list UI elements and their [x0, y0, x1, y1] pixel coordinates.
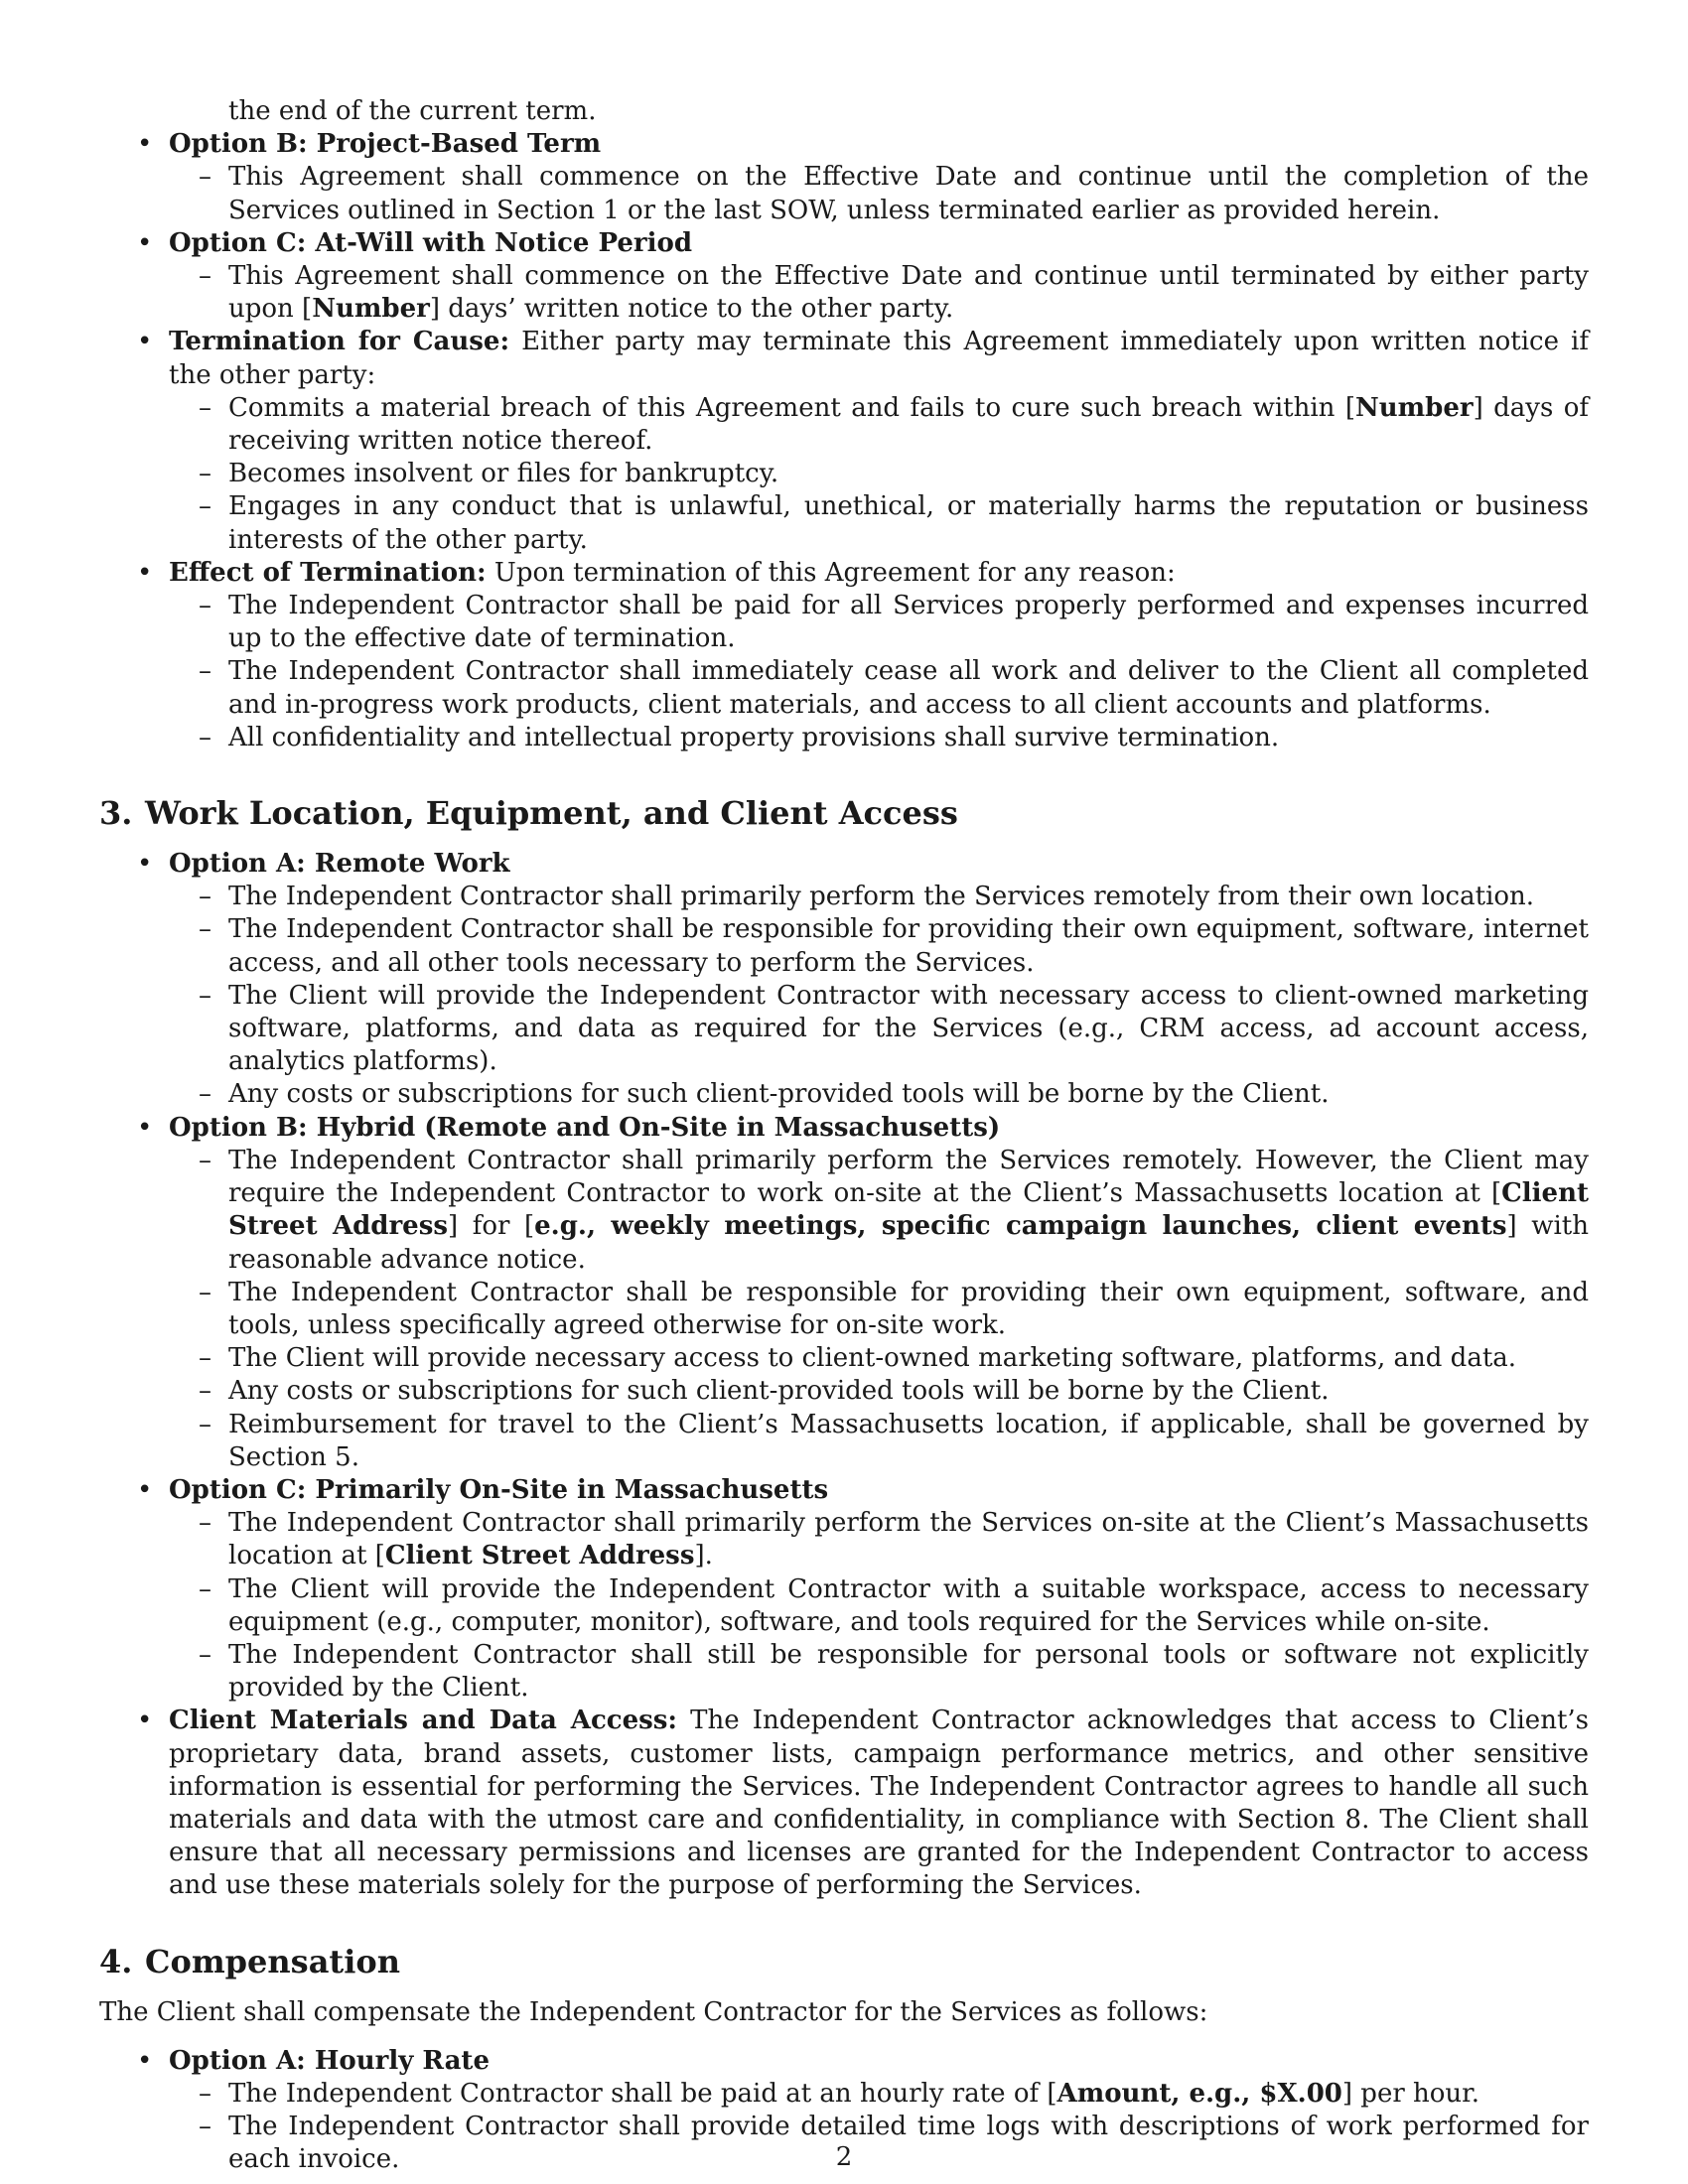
option-b-project-term: [99, 128, 1589, 227]
option-c-on-site: [99, 1474, 1589, 1705]
option-b-hybrid: [99, 1112, 1589, 1474]
text-segment: The Independent Contractor shall primarily perform the Services remotely. However, the Client may require the Independent Contractor to work on-site at the Client’s Massachusetts location at [: [228, 1145, 1589, 1209]
cause-title: Termination for Cause:: [169, 327, 510, 357]
list-item: – All confidentiality and intellectual property provisions shall survive termination.: [169, 722, 1589, 754]
text-segment: Commits a material breach of this Agreement and fails to cure such breach within [: [228, 392, 1355, 423]
list-item: – The Independent Contractor shall primarily perform the Services remotely from their own location.: [169, 881, 1589, 913]
effect-text: Upon termination of this Agreement for any reason:: [486, 557, 1176, 588]
placeholder-examples: e.g., weekly meetings, specific campaign launches, client events: [534, 1211, 1507, 1242]
text-segment: ] per hour.: [1341, 2078, 1480, 2109]
section-2-list: [99, 128, 1589, 754]
list-item: – The Independent Contractor shall still be responsible for personal tools or software not explicitly provided by the Client.: [169, 1639, 1589, 1705]
option-c-title: • Option C: Primarily On-Site in Massachusetts: [169, 1474, 829, 1505]
list-item: – Becomes insolvent or files for bankruptcy.: [169, 458, 1589, 490]
list-item: – The Independent Contractor shall be paid for all Services properly performed and expenses incurred up to the effective date of termination.: [169, 590, 1589, 655]
option-a-sublist: [169, 881, 1589, 1111]
list-item: – Reimbursement for travel to the Client’s Massachusetts location, if applicable, shall be governed by Section 5.: [169, 1409, 1589, 1474]
section-number: 3.: [99, 794, 133, 833]
list-item: – The Independent Contractor shall be responsible for providing their own equipment, software, and tools, unless specifically agreed otherwise for on-site work.: [169, 1277, 1589, 1342]
section-3-heading: [99, 794, 1589, 832]
cause-text: Either party may terminate this Agreement immediately upon written notice if the other party:: [169, 327, 1589, 390]
list-item: – Any costs or subscriptions for such client-provided tools will be borne by the Client.: [169, 1078, 1589, 1111]
list-item: – The Client will provide the Independent Contractor with necessary access to client-owned marketing software, platforms, and data as required for the Services (e.g., CRM access, ad account access, analytics platforms).: [169, 980, 1589, 1079]
list-item: – Any costs or subscriptions for such client-provided tools will be borne by the Client.: [169, 1375, 1589, 1408]
document-page: [99, 95, 1589, 2177]
list-item: – The Client will provide necessary access to client-owned marketing software, platforms, and data.: [169, 1342, 1589, 1375]
materials-title: Client Materials and Data Access:: [169, 1706, 678, 1736]
list-item: – The Client will provide the Independent Contractor with a suitable workspace, access to necessary equipment (e.g., computer, monitor), software, and tools required for the Services while on-site.: [169, 1573, 1589, 1639]
text-segment: ] days’ written notice to the other party.: [429, 294, 954, 325]
option-c-title: • Option C: At-Will with Notice Period: [169, 227, 693, 258]
list-item: [169, 392, 1589, 458]
effect-of-termination: [99, 557, 1589, 754]
option-b-sublist: [169, 161, 1589, 226]
list-item: [169, 1507, 1589, 1572]
text-segment: ] with reasonable advance notice.: [228, 1211, 1589, 1275]
materials-text: The Independent Contractor acknowledges that access to Client’s proprietary data, brand assets, customer lists, campaign performance metrics, and other sensitive information is essential for performing the Services. The Independent Contractor agrees to handle all such materials and data with the utmost care and confidentiality, in compliance with Section 8. The Client shall ensure that all necessary permissions and licenses are granted for the Independent Contractor to access and use these materials solely for the purpose of performing the Services.: [169, 1706, 1589, 1901]
effect-sublist: [169, 590, 1589, 754]
placeholder-number: Number: [1354, 392, 1474, 423]
text-segment: ] days of receiving written notice thereof.: [228, 392, 1590, 457]
section-4-heading: [99, 1943, 1589, 1980]
placeholder-address: Client Street Address: [228, 1178, 1589, 1242]
option-c-sublist: [169, 1507, 1589, 1705]
client-materials-access: [99, 1705, 1589, 1902]
cause-sublist: [169, 392, 1589, 557]
option-a-title: • Option A: Remote Work: [169, 849, 510, 880]
list-item: [169, 1145, 1589, 1277]
placeholder-amount: Amount, e.g., $X.00: [1056, 2078, 1342, 2109]
list-item: – The Independent Contractor shall be responsible for providing their own equipment, software, internet access, and all other tools necessary to perform the Services.: [169, 913, 1589, 979]
text-segment: The Independent Contractor shall be paid at an hourly rate of [: [228, 2078, 1057, 2109]
placeholder-address: Client Street Address: [384, 1541, 695, 1571]
page-number: 2: [835, 2142, 853, 2172]
option-a-remote-work: [99, 848, 1589, 1112]
section-3-list: [99, 848, 1589, 1903]
list-item: – Engages in any conduct that is unlawful, unethical, or materially harms the reputation or business interests of the other party.: [169, 490, 1589, 556]
option-b-title: • Option B: Project-Based Term: [169, 129, 602, 160]
text-segment: ].: [694, 1541, 713, 1571]
compensation-intro: The Client shall compensate the Independent Contractor for the Services as follows:: [99, 1996, 1208, 2027]
section-title: Compensation: [145, 1942, 400, 1980]
option-b-title: • Option B: Hybrid (Remote and On-Site in Massachusetts): [169, 1112, 1001, 1143]
text-segment: ] for [: [448, 1211, 535, 1242]
continuation-text: the end of the current term.: [228, 96, 597, 126]
placeholder-number: Number: [312, 294, 430, 325]
effect-title: Effect of Termination:: [169, 557, 487, 588]
option-a-title: • Option A: Hourly Rate: [169, 2045, 490, 2076]
option-b-sublist: [169, 1145, 1589, 1474]
list-item: [169, 260, 1589, 326]
option-c-at-will: [99, 227, 1589, 327]
text-segment: The Independent Contractor shall primarily perform the Services on-site at the Client’s Massachusetts location at [: [228, 1508, 1589, 1571]
text-segment: This Agreement shall commence on the Effective Date and continue until terminated by either party upon [: [228, 261, 1589, 325]
section-number: 4.: [99, 1942, 133, 1980]
list-item: – The Independent Contractor shall immediately cease all work and deliver to the Client all completed and in-progress work products, client materials, and access to all client accounts and platforms.: [169, 655, 1589, 721]
list-item: – The Independent Contractor shall provide detailed time logs with descriptions of work performed for each invoice.: [169, 2111, 1589, 2176]
option-c-sublist: [169, 260, 1589, 326]
section-title: Work Location, Equipment, and Client Access: [145, 794, 958, 833]
termination-for-cause: [99, 326, 1589, 556]
list-item: [169, 2078, 1589, 2111]
list-item: – This Agreement shall commence on the Effective Date and continue until the completion of the Services outlined in Section 1 or the last SOW, unless terminated earlier as provided herein.: [169, 161, 1589, 226]
